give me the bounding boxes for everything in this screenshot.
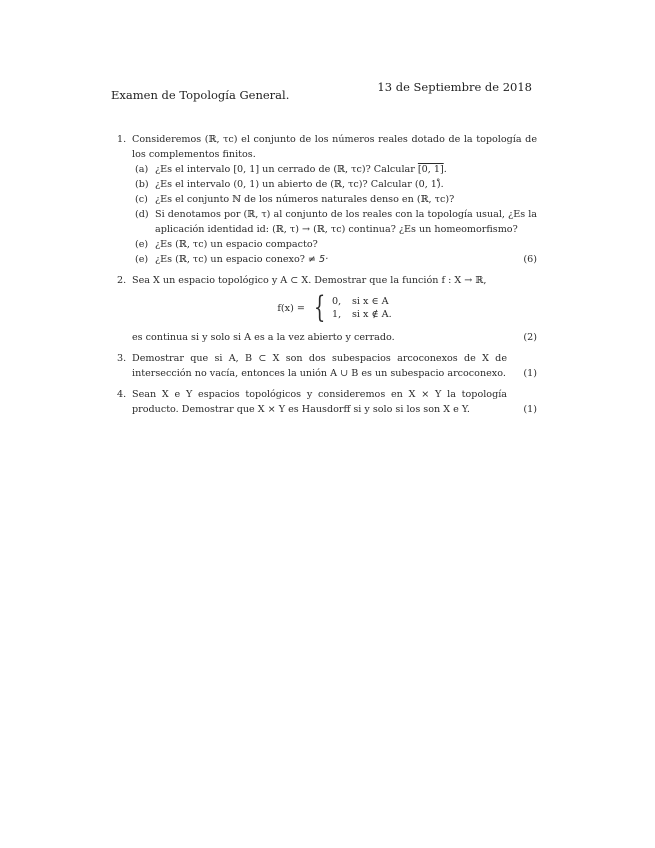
problem-text-continuation [132, 330, 537, 345]
case-condition: si x ∈ A [352, 296, 389, 307]
subquestion-b [135, 177, 537, 192]
points-mark: (6) [523, 254, 537, 265]
subquestion-e1 [135, 237, 537, 252]
formula-cases [332, 295, 392, 321]
points-mark: (1) [523, 368, 537, 379]
exam-date: 13 de Septiembre de 2018 [377, 80, 532, 94]
problem-2 [117, 273, 537, 345]
points-mark: (2) [523, 332, 537, 343]
subquestion-label: (c) [135, 194, 148, 205]
problem-number: 1. [117, 134, 127, 145]
problem-1 [117, 132, 537, 267]
points-mark: (1) [523, 404, 537, 415]
subquestion-text: ¿Es el intervalo (0, 1) un abierto de (ℝ, τc)? Calcular (0, 1)̊. [155, 179, 444, 190]
exam-content [117, 132, 537, 421]
formula-lhs: f(x) = [277, 302, 305, 314]
left-brace: { [313, 290, 326, 325]
problem-text-after: es continua si y solo si A es a la vez abierto y cerrado. [132, 332, 395, 343]
problem-text: Sea X un espacio topológico y A ⊂ X. Demostrar que la función f : X → ℝ, [132, 275, 487, 286]
subquestion-label: (b) [135, 179, 149, 190]
problem-text: Sean X e Y espacios topológicos y consideremos en X × Y la topología producto. Demostrar que X × Y es Hausdorff si y solo si los son X e Y. [132, 389, 507, 415]
subquestion-text: ¿Es (ℝ, τc) un espacio conexo? [155, 254, 305, 265]
subquestion-a [135, 162, 537, 177]
closure-expression: [0, 1] [417, 164, 444, 175]
subquestion-label: (e) [135, 254, 149, 265]
subquestion-c [135, 192, 537, 207]
problem-number: 4. [117, 389, 127, 400]
formula-case [332, 308, 392, 321]
subquestion-label: (a) [135, 164, 149, 175]
case-value: 0, [332, 296, 342, 307]
piecewise-formula [132, 292, 537, 324]
handwritten-annotation: ≠ 5· [307, 254, 329, 265]
problem-text: Consideremos (ℝ, τc) el conjunto de los números reales dotado de la topología de los complementos finitos. [132, 134, 537, 160]
subquestion-text: ¿Es (ℝ, τc) un espacio compacto? [155, 239, 318, 250]
formula-case [332, 295, 392, 308]
subquestion-label: (e) [135, 239, 149, 250]
problem-3 [117, 351, 537, 381]
problem-4 [117, 387, 537, 417]
case-value: 1, [332, 309, 342, 320]
subquestion-text: ¿Es el conjunto ℕ de los números naturales denso en (ℝ, τc)? [155, 194, 455, 205]
problem-number: 3. [117, 353, 127, 364]
subquestion-text: ¿Es el intervalo [0, 1] un cerrado de (ℝ, τc)? Calcular [155, 164, 418, 175]
case-condition: si x ∉ A. [352, 309, 392, 320]
subquestion-text: Si denotamos por (ℝ, τ) al conjunto de los reales con la topología usual, ¿Es la aplicación identidad id: (ℝ, τ) → (ℝ, τc) continua? ¿Es un homeomorfismo? [155, 209, 537, 235]
subquestion-end: . [443, 164, 447, 175]
subquestion-d [135, 207, 537, 237]
subquestion-e2 [135, 252, 537, 267]
subquestion-label: (d) [135, 209, 149, 220]
problem-text: Demostrar que si A, B ⊂ X son dos subespacios arcoconexos de X de intersección no vacía, entonces la unión A ∪ B es un subespacio arcoconexo. [132, 353, 507, 379]
exam-title: Examen de Topología General. [111, 88, 290, 102]
problem-number: 2. [117, 275, 127, 286]
